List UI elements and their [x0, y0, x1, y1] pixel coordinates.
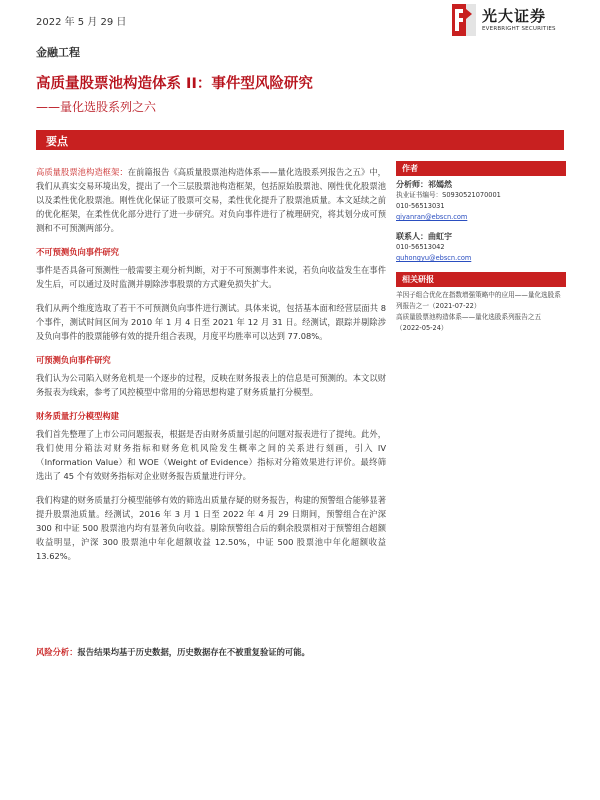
report-date: 2022 年 5 月 29 日: [36, 17, 127, 28]
related-report-item[interactable]: 羊因子组合优化在指数增强策略中的应用——量化选股系列报告之一（2021-07-22）: [396, 291, 561, 310]
section-heading: 不可预测负向事件研究: [36, 247, 119, 257]
sidebar: [396, 161, 566, 334]
related-report-item[interactable]: 高质量股票池构造体系——量化选股系列报告之五（2022-05-24）: [396, 313, 542, 332]
risk-label: 风险分析：: [36, 647, 78, 657]
report-subtitle: ——量化选股系列之六: [36, 100, 157, 114]
main-content: [36, 165, 386, 573]
logo-subtext: EVERBRIGHT SECURITIES: [482, 26, 556, 32]
section-heading: 财务质量打分模型构建: [36, 411, 119, 421]
analyst-email-link[interactable]: qiyanran@ebscn.com: [396, 213, 468, 221]
risk-analysis: [36, 645, 566, 659]
contact-phone: 010-56513042: [396, 243, 445, 251]
company-logo: [452, 4, 582, 38]
key-points-banner: [36, 130, 564, 150]
contact-email-link[interactable]: quhongyu@ebscn.com: [396, 254, 472, 262]
analyst-name: 分析师：祁嫣然: [396, 180, 452, 189]
section-heading: 可预测负向事件研究: [36, 355, 111, 365]
author-heading: 作者: [396, 161, 566, 176]
logo-mark-icon: [452, 4, 476, 36]
report-title: 高质量股票池构造体系 II：事件型风险研究: [36, 76, 313, 92]
risk-text: 报告结果均基于历史数据，历史数据存在不被重复验证的可能。: [77, 647, 310, 657]
section-paragraph: 我们从两个维度选取了若干不可预测负向事件进行测试。具体来说，包括基本面和经营层面共 8 个事件，测试时间区间为 2010 年 1 月 4 日至 2021 年 12 月 31 日。经测试，跟踪并剔除涉及负向事件的股票能够有效的提升组合表现，月度平均胜率可以达到 77.08%。: [36, 303, 386, 341]
related-reports-heading: 相关研报: [396, 272, 566, 287]
section-paragraph: 事件是否具备可预测性一般需要主观分析判断，对于不可预测事件来说，若负向收益发生在事件发生后，可以通过及时监测并剔除涉事股票的方式避免损失扩大。: [36, 265, 386, 289]
analyst-phone: 010-56513031: [396, 202, 445, 210]
intro-text: 在前篇报告《高质量股票池构造体系——量化选股系列报告之五》中，我们从真实交易环境出发，提出了一个三层股票池构造框架，包括原始股票池、刚性优化股票池以及柔性优化股票池。刚性优化保证了股票可交易，柔性优化提升了股票池质量。本文延续之前的优化框架，在柔性优化部分进行了进一步研究。对负向事件进行了梳理研究，将其划分成可预测和不可预测两部分。: [36, 167, 386, 233]
contact-name: 联系人：曲虹宇: [396, 232, 452, 241]
section-paragraph: 我们首先整理了上市公司问题报表，根据是否由财务质量引起的问题对报表进行了提纯。此外，我们使用分箱法对财务指标和财务危机风险发生概率之间的关系进行刻画，引入 IV（Information Value）和 WOE（Weight of Evidence）指标对分箱效果进行评价。最终筛选出了 45 个有效财务指标对企业财务报告质量进行评分。: [36, 429, 386, 481]
analyst-cert: 执业证书编号：S0930521070001: [396, 191, 501, 199]
key-points-label: 要点: [46, 135, 68, 148]
section-paragraph: 我们认为公司陷入财务危机是一个逐步的过程，反映在财务报表上的信息是可预测的。本文以财务报表为线索，参考了风控模型中常用的分箱思想构建了财务质量打分模型。: [36, 373, 386, 397]
intro-paragraph: [36, 165, 386, 235]
report-category: 金融工程: [36, 46, 80, 59]
section-paragraph: 我们构建的财务质量打分模型能够有效的筛选出质量存疑的财务报告，构建的预警组合能够显著提升股票池质量。经测试，2016 年 3 月 1 日至 2022 年 4 月 29 日期间，预警组合在沪深 300 和中证 500 股票池内均有显著负向收益。剔除预警组合后的剩余股票相对于预警组合超额收益明显，沪深 300 股票池中年化超额收益 12.50%，中证 500 股票池中年化超额收益 13.62%。: [36, 495, 386, 561]
intro-lead: 高质量股票池构造框架：: [36, 167, 128, 177]
logo-text: 光大证券: [482, 7, 547, 25]
